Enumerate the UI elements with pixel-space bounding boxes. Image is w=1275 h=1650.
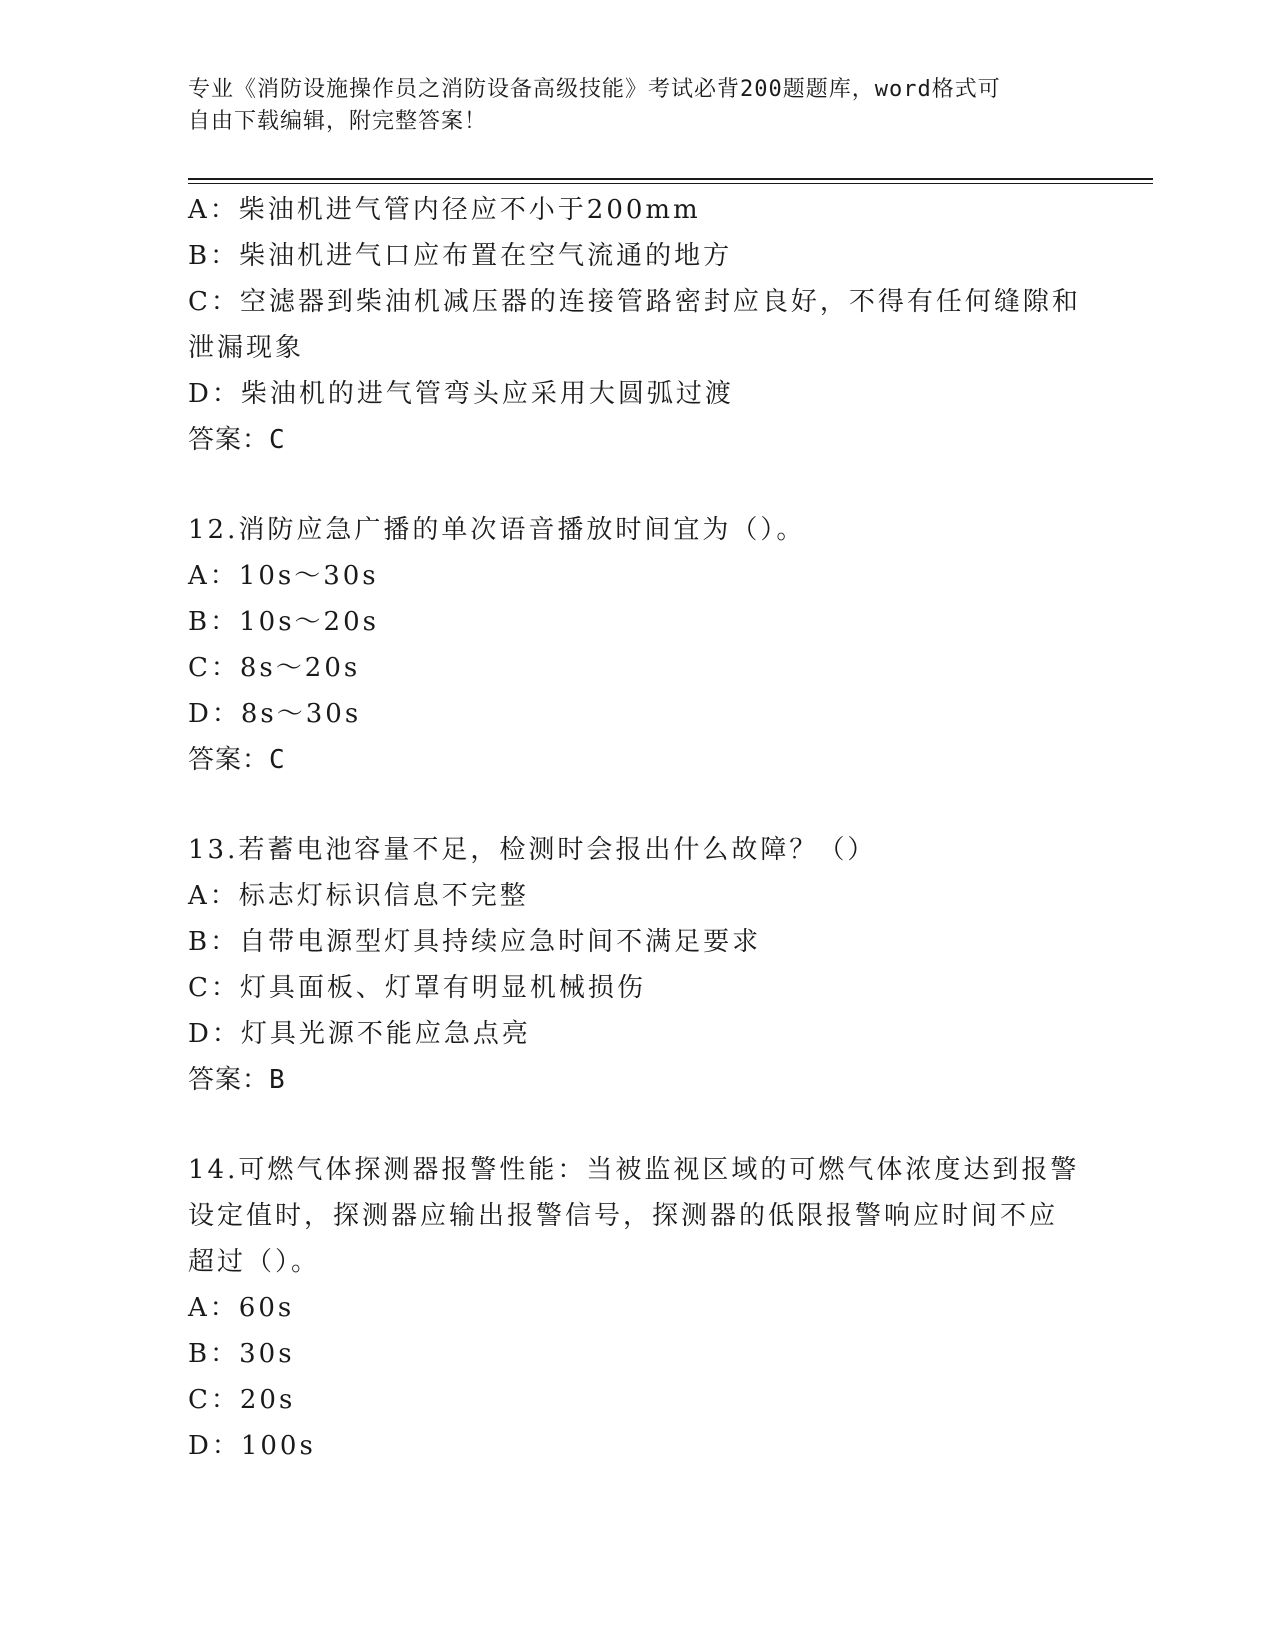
page-header	[188, 74, 1068, 138]
answer: 答案：B	[188, 1065, 286, 1095]
option-b: B：10s～20s	[188, 607, 379, 637]
header-divider-thick	[188, 178, 1153, 180]
option-d: D：100s	[188, 1431, 316, 1461]
option-d: D：灯具光源不能应急点亮	[188, 1019, 531, 1049]
option-c: C：灯具面板、灯罩有明显机械损伤	[188, 973, 646, 1003]
option-c: C：20s	[188, 1385, 296, 1415]
option-a: A：60s	[188, 1293, 295, 1323]
question-block-13	[188, 827, 1088, 1103]
question-text-line-2: 设定值时，探测器应输出报警信号，探测器的低限报警响应时间不应	[188, 1201, 1059, 1231]
question-text: 12.消防应急广播的单次语音播放时间宜为（）。	[188, 515, 806, 545]
question-list	[188, 187, 1088, 1469]
option-a: A：10s～30s	[188, 561, 379, 591]
spacer	[188, 783, 1088, 827]
option-a: A：柴油机进气管内径应不小于200mm	[188, 195, 701, 225]
option-d: D：柴油机的进气管弯头应采用大圆弧过渡	[188, 379, 734, 409]
header-divider-thin	[188, 183, 1153, 184]
option-d: D：8s～30s	[188, 699, 362, 729]
option-c: C：空滤器到柴油机减压器的连接管路密封应良好，不得有任何缝隙和	[188, 287, 1081, 317]
question-text-line-1: 14.可燃气体探测器报警性能：当被监视区域的可燃气体浓度达到报警	[188, 1155, 1080, 1185]
question-block-11	[188, 187, 1088, 463]
option-c-continued: 泄漏现象	[188, 333, 305, 363]
question-text-line-3: 超过（）。	[188, 1247, 321, 1277]
question-block-12	[188, 507, 1088, 783]
question-block-14	[188, 1147, 1088, 1469]
answer: 答案：C	[188, 745, 286, 775]
spacer	[188, 463, 1088, 507]
option-c: C：8s～20s	[188, 653, 361, 683]
answer: 答案：C	[188, 425, 286, 455]
header-line-2: 自由下载编辑，附完整答案！	[188, 109, 488, 134]
option-a: A：标志灯标识信息不完整	[188, 881, 529, 911]
spacer	[188, 1103, 1088, 1147]
option-b: B：30s	[188, 1339, 295, 1369]
option-b: B：自带电源型灯具持续应急时间不满足要求	[188, 927, 762, 957]
question-text: 13.若蓄电池容量不足，检测时会报出什么故障？（）	[188, 835, 877, 865]
option-b: B：柴油机进气口应布置在空气流通的地方	[188, 241, 733, 271]
header-line-1: 专业《消防设施操作员之消防设备高级技能》考试必背200题题库，word格式可	[188, 77, 1001, 102]
